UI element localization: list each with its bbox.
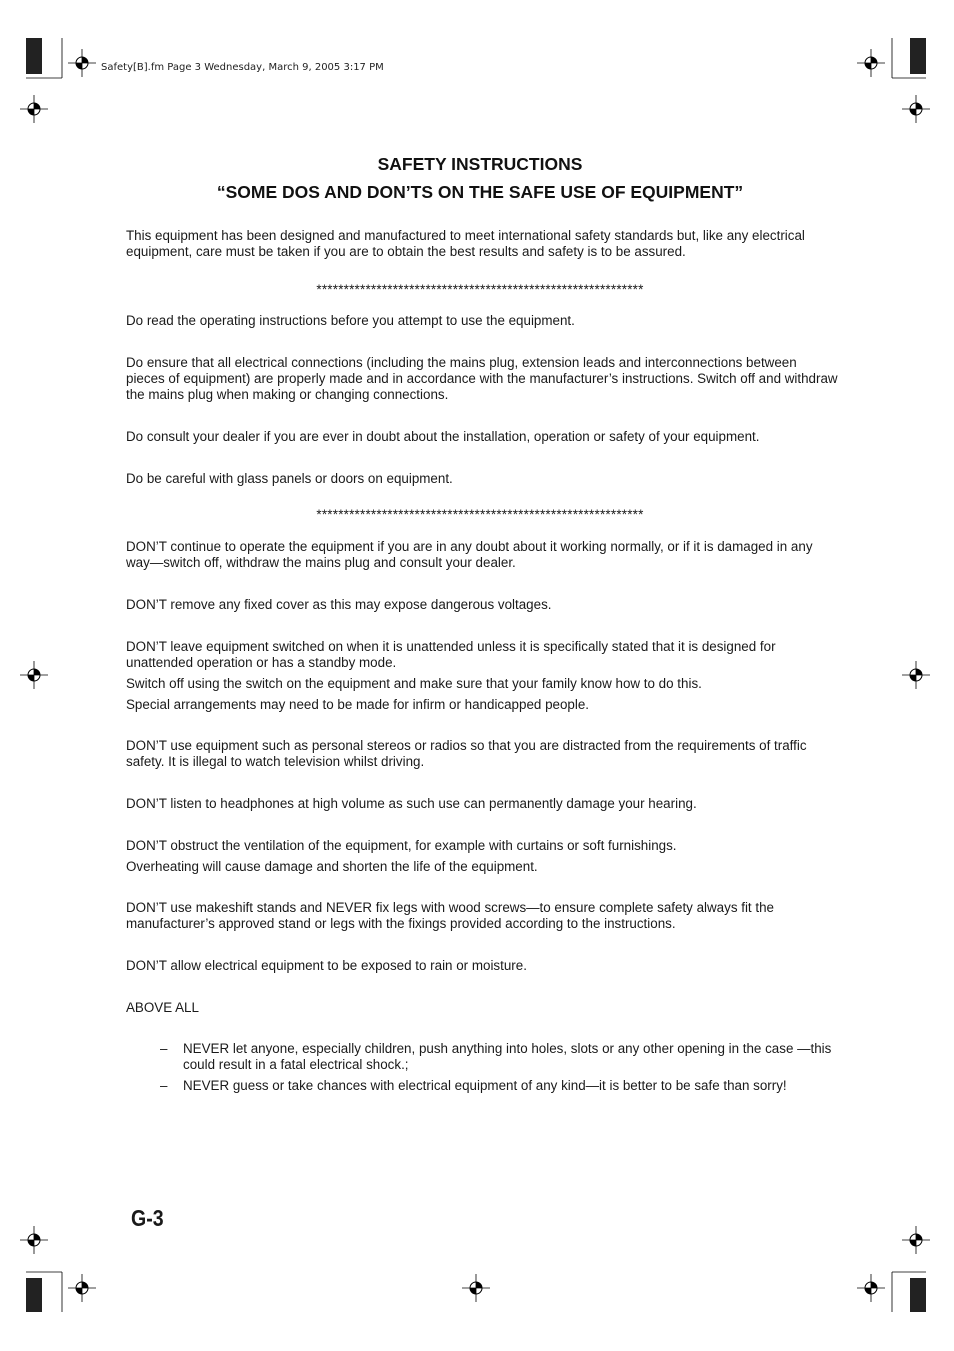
dont-item: DON’T use equipment such as personal stereos or radios so that you are distracted from the requirements of traffic safety. It is illegal to watch television whilst driving. [126,738,807,769]
do-item: Do ensure that all electrical connections (including the mains plug, extension leads and interconnections between pieces of equipment) are properly made and in accordance with the manufacturer’s instructions. Switch off and withdraw the mains plug when making or changing connections. [126,355,838,402]
dont-item: DON’T remove any fixed cover as this may expose dangerous voltages. [126,597,552,612]
above-all-item: NEVER guess or take chances with electrical equipment of any kind—it is better to be safe than sorry! [183,1078,787,1093]
page-number: G-3 [131,1205,164,1231]
dont-item-continued: Overheating will cause damage and shorten the life of the equipment. [126,859,538,874]
dont-item-continued: Special arrangements may need to be made for infirm or handicapped people. [126,697,589,712]
above-all-label: ABOVE ALL [126,1000,199,1015]
dont-item: DON’T allow electrical equipment to be exposed to rain or moisture. [126,958,527,973]
separator-stars: ************************************************************ [316,507,644,522]
dont-item: DON’T use makeshift stands and NEVER fix legs with wood screws—to ensure complete safety always fit the manufacturer’s approved stand or legs with the fixings provided according to the instructions. [126,900,774,931]
dont-item: DON’T listen to headphones at high volume as such use can permanently damage your hearing. [126,796,697,811]
do-item: Do consult your dealer if you are ever in doubt about the installation, operation or safety of your equipment. [126,429,760,444]
dont-item: DON’T obstruct the ventilation of the equipment, for example with curtains or soft furnishings. [126,838,677,853]
dont-item-continued: Switch off using the switch on the equipment and make sure that your family know how to do this. [126,676,702,691]
dont-item: DON’T continue to operate the equipment if you are in any doubt about it working normally, or if it is damaged in any way—switch off, withdraw the mains plug and consult your dealer. [126,539,813,570]
intro-paragraph: This equipment has been designed and manufactured to meet international safety standards but, like any electrical equipment, care must be taken if you are to obtain the best results and safety is to be assured. [126,228,805,259]
do-item: Do be careful with glass panels or doors on equipment. [126,471,453,486]
list-dash: – [160,1041,168,1056]
file-info-header: Safety[B].fm Page 3 Wednesday, March 9, 2005 3:17 PM [101,62,384,73]
do-item: Do read the operating instructions before you attempt to use the equipment. [126,313,575,328]
page-title: SAFETY INSTRUCTIONS [377,154,583,174]
list-dash: – [160,1078,168,1093]
page-subtitle: “SOME DOS AND DON’TS ON THE SAFE USE OF EQUIPMENT” [216,182,744,202]
separator-stars: ************************************************************ [316,282,644,297]
dont-item: DON’T leave equipment switched on when it is unattended unless it is specifically stated that it is designed for unattended operation or has a standby mode. [126,639,776,670]
above-all-item: NEVER let anyone, especially children, push anything into holes, slots or any other opening in the case —this could result in a fatal electrical shock.; [183,1041,832,1072]
